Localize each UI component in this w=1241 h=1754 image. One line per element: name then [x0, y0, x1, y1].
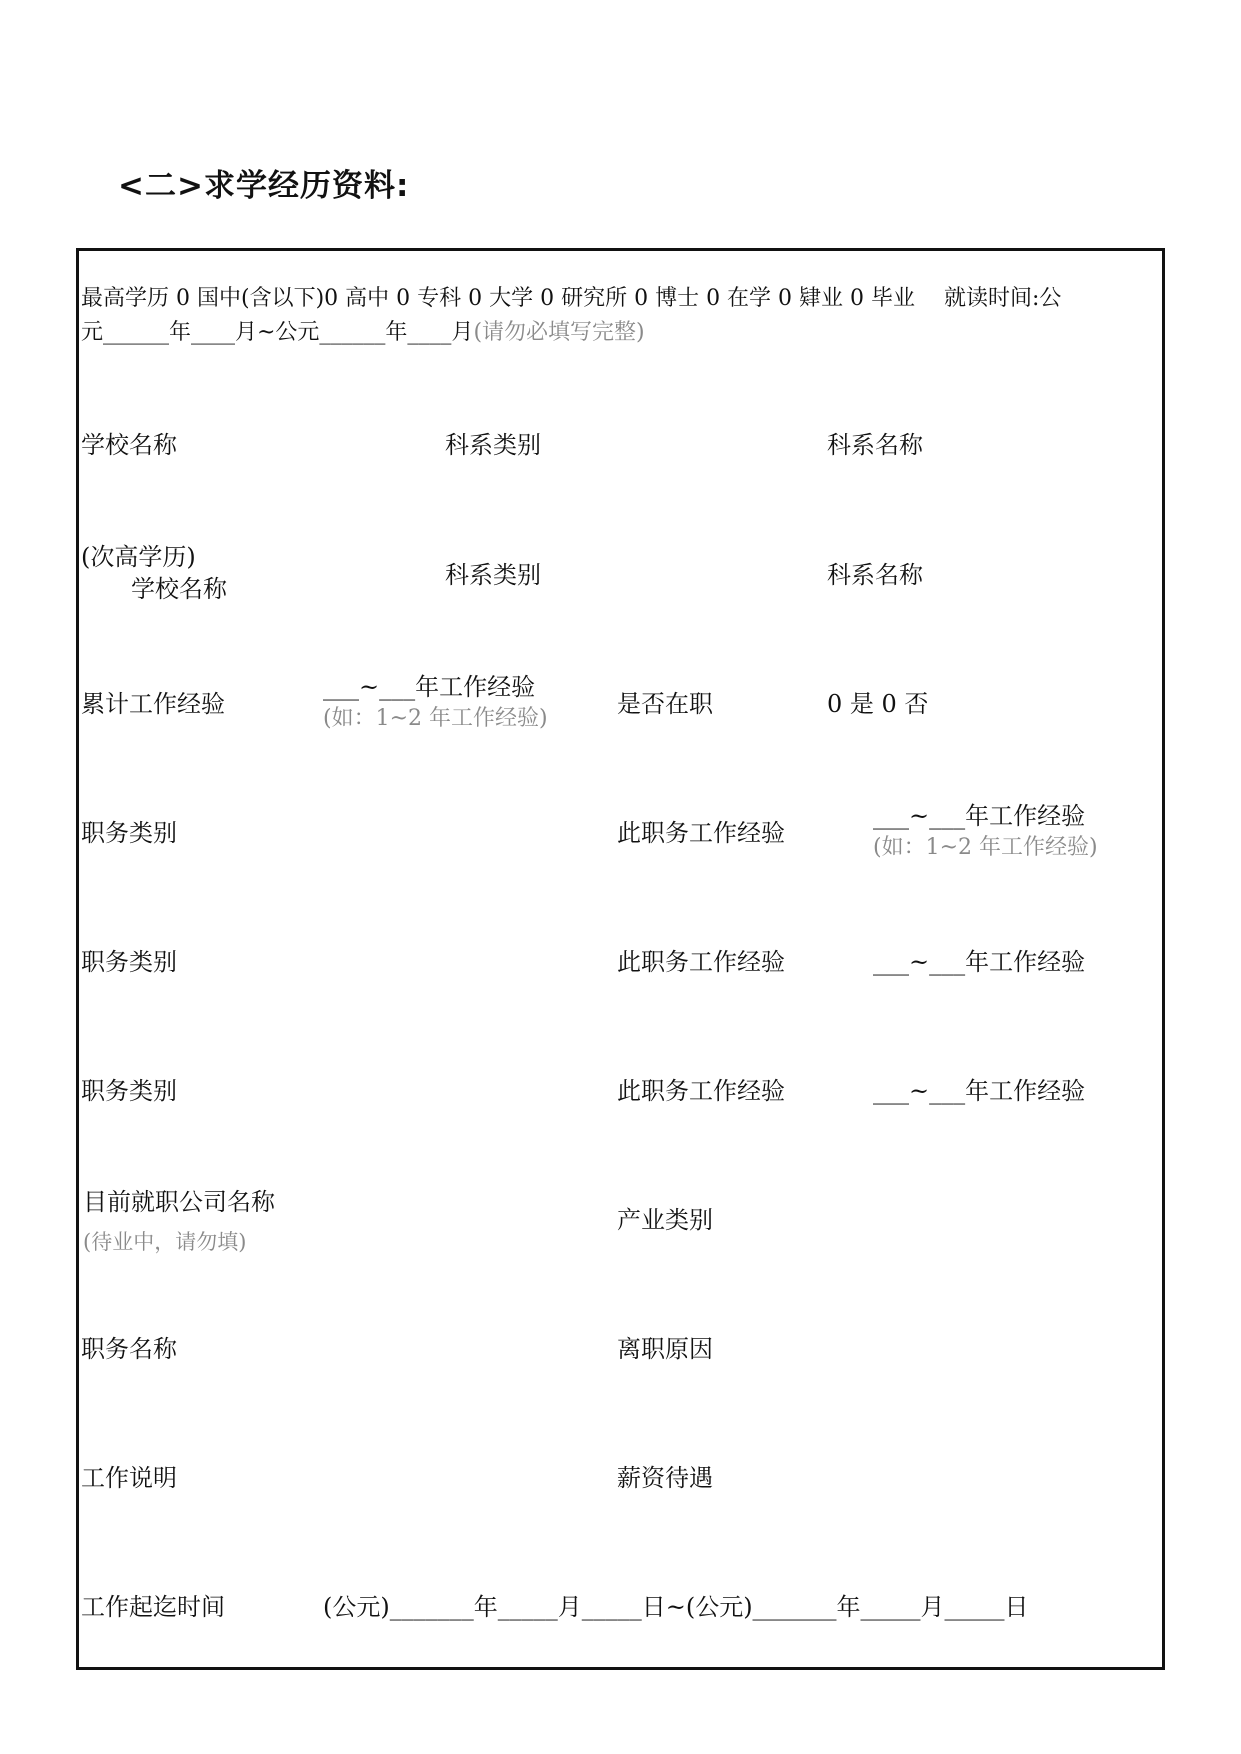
total-experience-value: ___~___年工作经验 [323, 673, 536, 701]
job-type-label-3: 职务类别 [81, 1077, 177, 1105]
secondary-dept-name-label: 科系名称 [827, 561, 923, 589]
job-description-label: 工作说明 [81, 1464, 177, 1492]
total-experience-hint: (如：1~2 年工作经验) [323, 706, 548, 731]
job-experience-label-1: 此职务工作经验 [617, 819, 785, 847]
leave-reason-label: 离职原因 [617, 1335, 713, 1363]
total-experience-label: 累计工作经验 [81, 690, 225, 718]
job-type-label-2: 职务类别 [81, 948, 177, 976]
employed-options: 0 是 0 否 [827, 690, 929, 718]
study-period-note: (请勿必填写完整) [473, 320, 645, 345]
school-name-label: 学校名称 [81, 431, 177, 459]
salary-label: 薪资待遇 [617, 1464, 713, 1492]
dept-type-label: 科系类别 [445, 431, 541, 459]
job-experience-value-3: ___~___年工作经验 [873, 1077, 1086, 1105]
current-company-hint: (待业中，请勿填) [83, 1230, 247, 1254]
section-title: <二>求学经历资料: [118, 168, 410, 204]
education-work-form [76, 248, 1165, 1670]
work-period-label: 工作起迄时间 [81, 1593, 225, 1621]
education-level-line: 最高学历 0 国中(含以下)0 高中 0 专科 0 大学 0 研究所 0 博士 0 在学 0 肄业 0 毕业 就读时间:公 [81, 286, 1062, 311]
job-experience-label-3: 此职务工作经验 [617, 1077, 785, 1105]
dept-name-label: 科系名称 [827, 431, 923, 459]
job-experience-hint-1: (如：1~2 年工作经验) [873, 835, 1098, 860]
job-type-label-1: 职务类别 [81, 819, 177, 847]
job-experience-label-2: 此职务工作经验 [617, 948, 785, 976]
current-company-label: 目前就职公司名称 [83, 1188, 275, 1216]
study-period-value: 元______年____月~公元______年____月 [81, 320, 474, 345]
job-experience-value-1: ___~___年工作经验 [873, 802, 1086, 830]
study-period-line [81, 317, 645, 349]
secondary-dept-type-label: 科系类别 [445, 561, 541, 589]
industry-label: 产业类别 [617, 1206, 713, 1234]
position-name-label: 职务名称 [81, 1335, 177, 1363]
secondary-edu-label: (次高学历) [81, 543, 196, 571]
work-period-value: (公元)_______年_____月_____日~(公元)_______年_____月_____日 [323, 1593, 1029, 1621]
job-experience-value-2: ___~___年工作经验 [873, 948, 1086, 976]
employed-label: 是否在职 [617, 690, 713, 718]
secondary-school-name-label: 学校名称 [131, 575, 227, 603]
